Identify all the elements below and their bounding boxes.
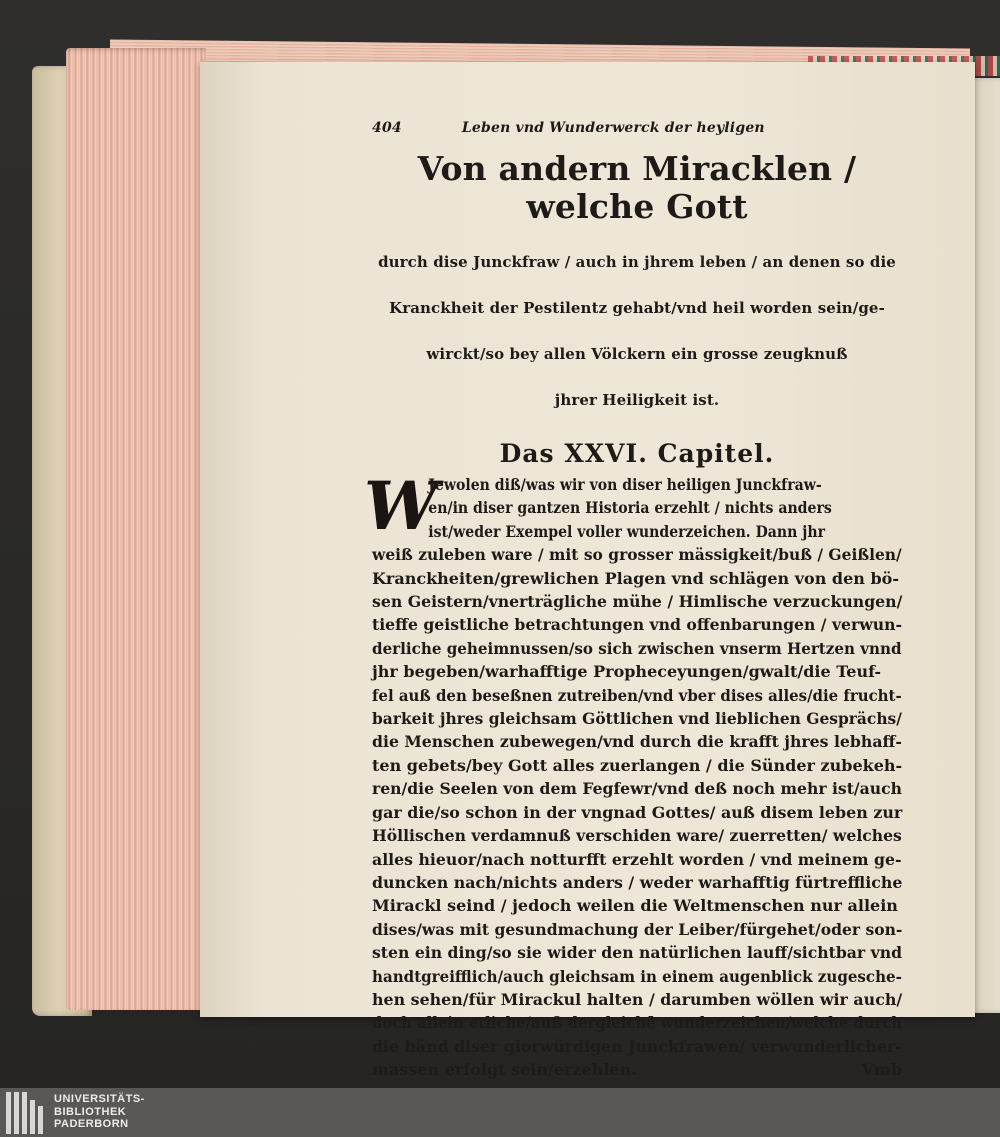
body-line: barkeit jhres gleichsam Göttlichen vnd lieblichen Gesprächs/ [372, 709, 902, 729]
chapter-title: Von andern Miracklen / welche Gott [417, 149, 857, 226]
page-number: 404 [372, 120, 402, 136]
body-line: derliche geheimnussen/so sich zwischen vnserm Hertzen vnnd [372, 638, 902, 658]
library-footer-bar [0, 1088, 1000, 1137]
chapter-heading: Das XXVI. Capitel. [499, 439, 775, 468]
library-logo-text [54, 1093, 145, 1131]
chapter-subtitle [372, 228, 902, 435]
body-line: ten gebets/bey Gott alles zuerlangen / die Sünder zubekeh- [372, 755, 903, 775]
body-line: weiß zuleben ware / mit so grosser mässigkeit/buß / Geißlen/ [372, 545, 902, 565]
subtitle-line: durch dise Junckfraw / auch in jhrem leben / an denen so die [378, 253, 896, 271]
subtitle-line: Kranckheit der Pestilentz gehabt/vnd heil worden sein/ge- [389, 299, 885, 317]
body-line: massen erfolgt sein/erzehlen. [372, 1060, 637, 1080]
page-text-block [363, 120, 903, 1082]
subtitle-line: wirckt/so bey allen Völckern ein grosse zeugknuß [426, 345, 848, 363]
subtitle-line: jhrer Heiligkeit ist. [554, 391, 720, 409]
body-line: ren/die Seelen von dem Fegfewr/vnd deß noch mehr ist/auch [372, 779, 902, 799]
decorated-initial: W [363, 467, 439, 545]
body-line: tieffe geistliche betrachtungen vnd offenbarungen / verwun- [372, 615, 902, 635]
body-line: die händ diser glorwürdigen Junckfrawen/ verwunderlicher- [372, 1036, 902, 1056]
body-line: en/in diser gantzen Historia erzehlt / nichts anders [428, 498, 832, 518]
body-line: ist/weder Exempel voller wunderzeichen. Dann jhr [428, 521, 826, 541]
body-line: sen Geistern/vnerträgliche mühe / Himlische verzuckungen/ [372, 592, 903, 612]
body-line: doch allein etliche/auß dergleichē wunderzeichen/welche durch [372, 1013, 903, 1033]
body-line: handtgreifflich/auch gleichsam in einem augenblick zugesche- [372, 966, 902, 986]
catchword: Vmb [861, 1060, 902, 1080]
body-line: fel auß den beseßnen zutreiben/vnd vber dises alles/die frucht- [372, 685, 902, 705]
body-line: jhr begeben/warhafftige Propheceyungen/gwalt/die Teuf- [372, 662, 882, 682]
body-line: hen sehen/für Mirackul halten / darumben wöllen wir auch/ [372, 989, 903, 1009]
library-logo-icon [6, 1092, 46, 1134]
body-line: Höllischen verdamnuß verschiden ware/ zuerretten/ welches [372, 826, 902, 846]
body-line: duncken nach/nichts anders / weder warhafftig fürtreffliche [372, 872, 903, 892]
body-line: die Menschen zubewegen/vnd durch die krafft jhres lebhaff- [372, 732, 902, 752]
running-head [372, 120, 902, 150]
logo-line: BIBLIOTHEK [54, 1105, 127, 1118]
body-text [363, 467, 903, 1082]
body-line: Mirackl seind / jedoch weilen die Weltmenschen nur allein [372, 896, 898, 916]
running-head-title: Leben vnd Wunderwerck der heyligen [461, 120, 765, 136]
body-line: Jewolen diß/was wir von diser heiligen Junckfraw- [428, 475, 822, 494]
page-edges-stack [66, 48, 206, 1010]
body-line: dises/was mit gesundmachung der Leiber/fürgehet/oder son- [372, 919, 903, 939]
logo-line: UNIVERSITÄTS- [54, 1093, 145, 1105]
body-line: gar die/so schon in der vngnad Gottes/ auß disem leben zur [372, 802, 903, 822]
body-line: Kranckheiten/grewlichen Plagen vnd schlägen von den bö- [372, 568, 899, 588]
body-line: sten ein ding/so sie wider den natürlichen lauff/sichtbar vnd [372, 943, 903, 963]
body-line: alles hieuor/nach notturfft erzehlt worden / vnd meinem ge- [372, 849, 902, 869]
logo-line: PADERBORN [54, 1118, 129, 1130]
